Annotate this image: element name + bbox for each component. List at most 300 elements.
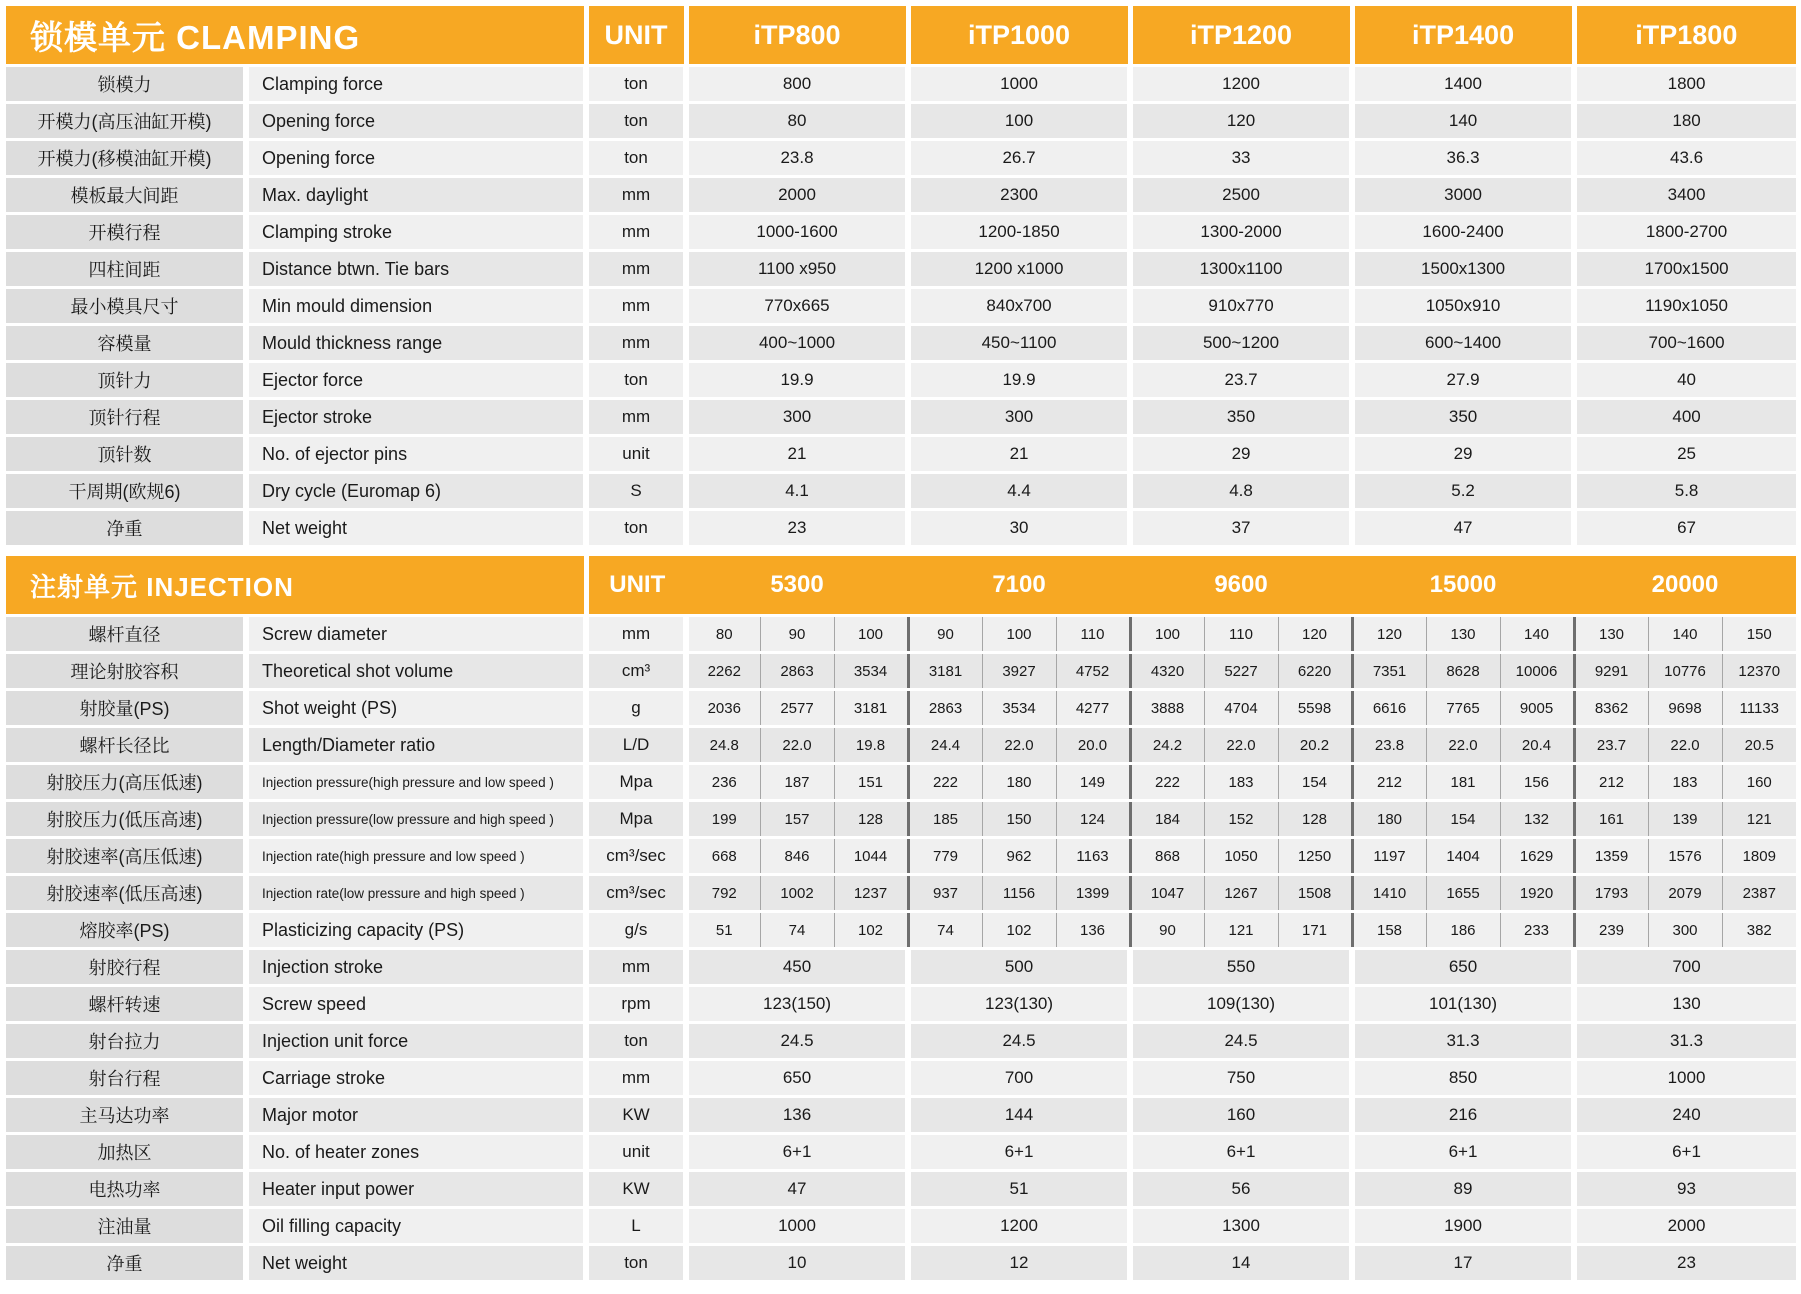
value-cell: 1044 [834, 838, 908, 875]
value-cell: 110 [1056, 616, 1130, 653]
value-cell: 80 [686, 103, 908, 140]
value-cell: 4277 [1056, 690, 1130, 727]
injection-table [6, 556, 1796, 1283]
row-label-en: Oil filling capacity [246, 1208, 586, 1245]
model-header-injection-4: 20000 [1574, 556, 1796, 616]
value-cell: 12370 [1722, 653, 1796, 690]
value-cell: 2387 [1722, 875, 1796, 912]
value-cell: 47 [1352, 510, 1574, 547]
row-label-en: Mould thickness range [246, 325, 586, 362]
value-cell: 1156 [982, 875, 1056, 912]
value-cell: 31.3 [1574, 1023, 1796, 1060]
row-unit: L [586, 1208, 686, 1245]
row-unit: mm [586, 214, 686, 251]
value-cell: 150 [1722, 616, 1796, 653]
value-cell: 33 [1130, 140, 1352, 177]
model-header-clamping-1: iTP1000 [908, 6, 1130, 66]
injection-row-14 [6, 1134, 1796, 1171]
value-cell: 3400 [1574, 177, 1796, 214]
value-cell: 22.0 [1426, 727, 1500, 764]
value-cell: 30 [908, 510, 1130, 547]
value-cell: 792 [686, 875, 760, 912]
row-label-en: Net weight [246, 510, 586, 547]
row-unit: ton [586, 1023, 686, 1060]
row-label-cn: 加热区 [6, 1134, 246, 1171]
value-cell: 156 [1500, 764, 1574, 801]
value-cell: 22.0 [1648, 727, 1722, 764]
value-cell: 24.2 [1130, 727, 1204, 764]
value-cell: 140 [1352, 103, 1574, 140]
value-cell: 1793 [1574, 875, 1648, 912]
value-cell: 23 [686, 510, 908, 547]
row-unit: KW [586, 1097, 686, 1134]
value-cell: 868 [1130, 838, 1204, 875]
injection-row-3 [6, 727, 1796, 764]
value-cell: 19.9 [686, 362, 908, 399]
value-cell: 24.5 [908, 1023, 1130, 1060]
value-cell: 2863 [908, 690, 982, 727]
value-cell: 937 [908, 875, 982, 912]
value-cell: 171 [1278, 912, 1352, 949]
row-label-cn: 理论射胶容积 [6, 653, 246, 690]
value-cell: 24.4 [908, 727, 982, 764]
value-cell: 14 [1130, 1245, 1352, 1282]
value-cell: 5.2 [1352, 473, 1574, 510]
value-cell: 3888 [1130, 690, 1204, 727]
value-cell: 6+1 [1130, 1134, 1352, 1171]
value-cell: 6+1 [686, 1134, 908, 1171]
row-label-en: Heater input power [246, 1171, 586, 1208]
value-cell: 89 [1352, 1171, 1574, 1208]
value-cell: 300 [1648, 912, 1722, 949]
row-unit: mm [586, 1060, 686, 1097]
row-label-cn: 干周期(欧规6) [6, 473, 246, 510]
value-cell: 650 [1352, 949, 1574, 986]
value-cell: 22.0 [1204, 727, 1278, 764]
model-header-clamping-3: iTP1400 [1352, 6, 1574, 66]
value-cell: 90 [1130, 912, 1204, 949]
value-cell: 180 [1352, 801, 1426, 838]
injection-row-17 [6, 1245, 1796, 1282]
value-cell: 47 [686, 1171, 908, 1208]
value-cell: 139 [1648, 801, 1722, 838]
row-unit: ton [586, 103, 686, 140]
model-header-clamping-2: iTP1200 [1130, 6, 1352, 66]
value-cell: 199 [686, 801, 760, 838]
value-cell: 140 [1500, 616, 1574, 653]
value-cell: 7351 [1352, 653, 1426, 690]
value-cell: 23 [1574, 1245, 1796, 1282]
value-cell: 3000 [1352, 177, 1574, 214]
row-label-en: Opening force [246, 103, 586, 140]
row-label-cn: 射胶速率(高压低速) [6, 838, 246, 875]
value-cell: 212 [1352, 764, 1426, 801]
row-unit: g [586, 690, 686, 727]
value-cell: 100 [908, 103, 1130, 140]
value-cell: 1399 [1056, 875, 1130, 912]
row-unit: unit [586, 436, 686, 473]
value-cell: 123(150) [686, 986, 908, 1023]
value-cell: 2500 [1130, 177, 1352, 214]
value-cell: 1629 [1500, 838, 1574, 875]
value-cell: 2036 [686, 690, 760, 727]
value-cell: 121 [1204, 912, 1278, 949]
value-cell: 128 [834, 801, 908, 838]
value-cell: 160 [1130, 1097, 1352, 1134]
value-cell: 19.8 [834, 727, 908, 764]
row-label-en: No. of heater zones [246, 1134, 586, 1171]
injection-row-13 [6, 1097, 1796, 1134]
value-cell: 36.3 [1352, 140, 1574, 177]
value-cell: 100 [1130, 616, 1204, 653]
row-label-en: Distance btwn. Tie bars [246, 251, 586, 288]
row-label-en: Carriage stroke [246, 1060, 586, 1097]
section-divider [6, 548, 1796, 556]
value-cell: 668 [686, 838, 760, 875]
model-header-injection-3: 15000 [1352, 556, 1574, 616]
value-cell: 10006 [1500, 653, 1574, 690]
value-cell: 180 [1574, 103, 1796, 140]
value-cell: 183 [1648, 764, 1722, 801]
value-cell: 1050x910 [1352, 288, 1574, 325]
value-cell: 23.7 [1130, 362, 1352, 399]
clamping-row-5 [6, 251, 1796, 288]
row-unit: KW [586, 1171, 686, 1208]
value-cell: 158 [1352, 912, 1426, 949]
value-cell: 22.0 [982, 727, 1056, 764]
value-cell: 1655 [1426, 875, 1500, 912]
row-label-cn: 顶针数 [6, 436, 246, 473]
value-cell: 300 [686, 399, 908, 436]
injection-row-11 [6, 1023, 1796, 1060]
value-cell: 6+1 [908, 1134, 1130, 1171]
section-title-injection: 注射单元 INJECTION [6, 556, 586, 616]
value-cell: 600~1400 [1352, 325, 1574, 362]
value-cell: 161 [1574, 801, 1648, 838]
value-cell: 800 [686, 66, 908, 103]
injection-row-12 [6, 1060, 1796, 1097]
row-label-cn: 主马达功率 [6, 1097, 246, 1134]
value-cell: 222 [1130, 764, 1204, 801]
value-cell: 700~1600 [1574, 325, 1796, 362]
value-cell: 154 [1426, 801, 1500, 838]
value-cell: 240 [1574, 1097, 1796, 1134]
value-cell: 1200-1850 [908, 214, 1130, 251]
value-cell: 1237 [834, 875, 908, 912]
row-label-cn: 净重 [6, 510, 246, 547]
value-cell: 80 [686, 616, 760, 653]
clamping-row-4 [6, 214, 1796, 251]
value-cell: 750 [1130, 1060, 1352, 1097]
clamping-row-9 [6, 399, 1796, 436]
value-cell: 846 [760, 838, 834, 875]
value-cell: 382 [1722, 912, 1796, 949]
value-cell: 850 [1352, 1060, 1574, 1097]
value-cell: 22.0 [760, 727, 834, 764]
row-label-en: Injection pressure(low pressure and high speed ) [246, 801, 586, 838]
row-label-cn: 容模量 [6, 325, 246, 362]
row-label-en: Clamping force [246, 66, 586, 103]
value-cell: 770x665 [686, 288, 908, 325]
row-unit: g/s [586, 912, 686, 949]
value-cell: 1200 [908, 1208, 1130, 1245]
value-cell: 124 [1056, 801, 1130, 838]
value-cell: 1508 [1278, 875, 1352, 912]
unit-header-injection: UNIT [586, 556, 686, 616]
value-cell: 779 [908, 838, 982, 875]
value-cell: 19.9 [908, 362, 1130, 399]
row-unit: L/D [586, 727, 686, 764]
value-cell: 160 [1722, 764, 1796, 801]
injection-row-10 [6, 986, 1796, 1023]
clamping-row-2 [6, 140, 1796, 177]
value-cell: 3927 [982, 653, 1056, 690]
value-cell: 1000-1600 [686, 214, 908, 251]
value-cell: 74 [760, 912, 834, 949]
row-label-cn: 顶针力 [6, 362, 246, 399]
value-cell: 67 [1574, 510, 1796, 547]
value-cell: 90 [908, 616, 982, 653]
value-cell: 24.5 [1130, 1023, 1352, 1060]
injection-row-15 [6, 1171, 1796, 1208]
clamping-row-6 [6, 288, 1796, 325]
clamping-row-8 [6, 362, 1796, 399]
row-unit: ton [586, 66, 686, 103]
value-cell: 1190x1050 [1574, 288, 1796, 325]
value-cell: 1000 [1574, 1060, 1796, 1097]
row-label-en: Max. daylight [246, 177, 586, 214]
value-cell: 154 [1278, 764, 1352, 801]
row-label-en: Min mould dimension [246, 288, 586, 325]
row-label-en: Theoretical shot volume [246, 653, 586, 690]
value-cell: 1500x1300 [1352, 251, 1574, 288]
value-cell: 1809 [1722, 838, 1796, 875]
row-label-en: Injection stroke [246, 949, 586, 986]
value-cell: 962 [982, 838, 1056, 875]
value-cell: 500 [908, 949, 1130, 986]
row-unit: mm [586, 177, 686, 214]
injection-row-8 [6, 912, 1796, 949]
value-cell: 21 [686, 436, 908, 473]
row-unit: Mpa [586, 764, 686, 801]
row-unit: mm [586, 251, 686, 288]
value-cell: 9698 [1648, 690, 1722, 727]
value-cell: 110 [1204, 616, 1278, 653]
value-cell: 1267 [1204, 875, 1278, 912]
value-cell: 1163 [1056, 838, 1130, 875]
value-cell: 20.4 [1500, 727, 1574, 764]
value-cell: 151 [834, 764, 908, 801]
clamping-table [6, 6, 1796, 548]
injection-row-9 [6, 949, 1796, 986]
row-unit: rpm [586, 986, 686, 1023]
value-cell: 7765 [1426, 690, 1500, 727]
value-cell: 12 [908, 1245, 1130, 1282]
value-cell: 550 [1130, 949, 1352, 986]
row-label-cn: 螺杆转速 [6, 986, 246, 1023]
row-label-cn: 净重 [6, 1245, 246, 1282]
value-cell: 51 [686, 912, 760, 949]
value-cell: 6220 [1278, 653, 1352, 690]
value-cell: 1600-2400 [1352, 214, 1574, 251]
value-cell: 130 [1426, 616, 1500, 653]
section-title-clamping: 锁模单元 CLAMPING [6, 6, 586, 66]
row-label-cn: 注油量 [6, 1208, 246, 1245]
injection-row-16 [6, 1208, 1796, 1245]
row-label-en: Opening force [246, 140, 586, 177]
value-cell: 37 [1130, 510, 1352, 547]
value-cell: 2577 [760, 690, 834, 727]
value-cell: 1410 [1352, 875, 1426, 912]
clamping-row-11 [6, 473, 1796, 510]
row-label-cn: 电热功率 [6, 1171, 246, 1208]
row-label-cn: 顶针行程 [6, 399, 246, 436]
injection-row-5 [6, 801, 1796, 838]
value-cell: 1300x1100 [1130, 251, 1352, 288]
value-cell: 1576 [1648, 838, 1722, 875]
value-cell: 109(130) [1130, 986, 1352, 1023]
value-cell: 23.7 [1574, 727, 1648, 764]
value-cell: 187 [760, 764, 834, 801]
value-cell: 1250 [1278, 838, 1352, 875]
row-label-en: Injection rate(low pressure and high speed ) [246, 875, 586, 912]
value-cell: 1404 [1426, 838, 1500, 875]
value-cell: 8362 [1574, 690, 1648, 727]
row-unit: ton [586, 362, 686, 399]
row-label-en: Injection pressure(high pressure and low speed ) [246, 764, 586, 801]
value-cell: 23.8 [686, 140, 908, 177]
value-cell: 10776 [1648, 653, 1722, 690]
value-cell: 3181 [908, 653, 982, 690]
value-cell: 136 [1056, 912, 1130, 949]
value-cell: 102 [834, 912, 908, 949]
value-cell: 2000 [686, 177, 908, 214]
value-cell: 2300 [908, 177, 1130, 214]
row-label-cn: 熔胶率(PS) [6, 912, 246, 949]
value-cell: 184 [1130, 801, 1204, 838]
value-cell: 185 [908, 801, 982, 838]
row-label-cn: 螺杆长径比 [6, 727, 246, 764]
row-unit: cm³ [586, 653, 686, 690]
value-cell: 186 [1426, 912, 1500, 949]
value-cell: 1800 [1574, 66, 1796, 103]
row-unit: unit [586, 1134, 686, 1171]
value-cell: 140 [1648, 616, 1722, 653]
value-cell: 1047 [1130, 875, 1204, 912]
value-cell: 350 [1352, 399, 1574, 436]
injection-row-6 [6, 838, 1796, 875]
value-cell: 132 [1500, 801, 1574, 838]
row-label-cn: 射胶行程 [6, 949, 246, 986]
row-label-en: Injection rate(high pressure and low speed ) [246, 838, 586, 875]
value-cell: 25 [1574, 436, 1796, 473]
value-cell: 1050 [1204, 838, 1278, 875]
value-cell: 650 [686, 1060, 908, 1097]
row-label-en: Dry cycle (Euromap 6) [246, 473, 586, 510]
value-cell: 51 [908, 1171, 1130, 1208]
row-label-cn: 射胶速率(低压高速) [6, 875, 246, 912]
row-label-en: No. of ejector pins [246, 436, 586, 473]
value-cell: 183 [1204, 764, 1278, 801]
row-label-cn: 螺杆直径 [6, 616, 246, 653]
model-header-injection-0: 5300 [686, 556, 908, 616]
model-header-injection-1: 7100 [908, 556, 1130, 616]
clamping-row-0 [6, 66, 1796, 103]
clamping-row-1 [6, 103, 1796, 140]
value-cell: 17 [1352, 1245, 1574, 1282]
value-cell: 1200 x1000 [908, 251, 1130, 288]
value-cell: 2863 [760, 653, 834, 690]
value-cell: 121 [1722, 801, 1796, 838]
value-cell: 101(130) [1352, 986, 1574, 1023]
value-cell: 9291 [1574, 653, 1648, 690]
value-cell: 236 [686, 764, 760, 801]
value-cell: 300 [908, 399, 1130, 436]
value-cell: 1197 [1352, 838, 1426, 875]
value-cell: 500~1200 [1130, 325, 1352, 362]
row-label-cn: 射胶量(PS) [6, 690, 246, 727]
value-cell: 144 [908, 1097, 1130, 1134]
row-unit: cm³/sec [586, 838, 686, 875]
row-label-cn: 模板最大间距 [6, 177, 246, 214]
row-unit: mm [586, 399, 686, 436]
value-cell: 128 [1278, 801, 1352, 838]
value-cell: 3534 [834, 653, 908, 690]
value-cell: 27.9 [1352, 362, 1574, 399]
value-cell: 2262 [686, 653, 760, 690]
row-unit: mm [586, 949, 686, 986]
value-cell: 1800-2700 [1574, 214, 1796, 251]
value-cell: 1002 [760, 875, 834, 912]
row-label-en: Screw diameter [246, 616, 586, 653]
value-cell: 5.8 [1574, 473, 1796, 510]
value-cell: 20.0 [1056, 727, 1130, 764]
value-cell: 1900 [1352, 1208, 1574, 1245]
value-cell: 123(130) [908, 986, 1130, 1023]
injection-row-2 [6, 690, 1796, 727]
value-cell: 239 [1574, 912, 1648, 949]
clamping-header-row [6, 6, 1796, 66]
row-unit: ton [586, 510, 686, 547]
row-label-cn: 最小模具尺寸 [6, 288, 246, 325]
value-cell: 400~1000 [686, 325, 908, 362]
value-cell: 11133 [1722, 690, 1796, 727]
value-cell: 1100 x950 [686, 251, 908, 288]
value-cell: 4.1 [686, 473, 908, 510]
row-label-en: Clamping stroke [246, 214, 586, 251]
value-cell: 100 [982, 616, 1056, 653]
value-cell: 150 [982, 801, 1056, 838]
row-unit: mm [586, 288, 686, 325]
row-label-en: Injection unit force [246, 1023, 586, 1060]
row-unit: cm³/sec [586, 875, 686, 912]
value-cell: 1920 [1500, 875, 1574, 912]
injection-header-row [6, 556, 1796, 616]
row-unit: mm [586, 325, 686, 362]
value-cell: 180 [982, 764, 1056, 801]
row-label-en: Screw speed [246, 986, 586, 1023]
row-label-cn: 锁模力 [6, 66, 246, 103]
value-cell: 130 [1574, 616, 1648, 653]
value-cell: 1300 [1130, 1208, 1352, 1245]
value-cell: 4.4 [908, 473, 1130, 510]
value-cell: 9005 [1500, 690, 1574, 727]
clamping-body [6, 66, 1796, 547]
value-cell: 6+1 [1574, 1134, 1796, 1171]
clamping-header [6, 6, 1796, 66]
value-cell: 56 [1130, 1171, 1352, 1208]
value-cell: 1300-2000 [1130, 214, 1352, 251]
